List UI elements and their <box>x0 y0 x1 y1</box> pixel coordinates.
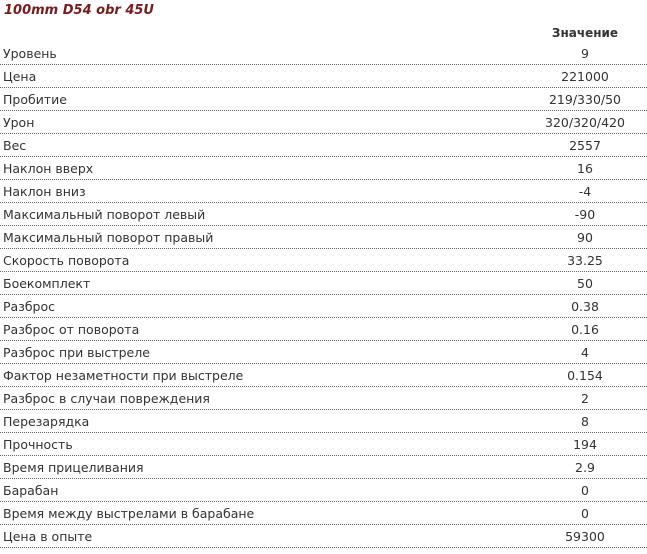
table-row <box>0 433 647 456</box>
table-row <box>0 341 647 364</box>
row-label: Уровень <box>3 46 57 61</box>
row-value: 221000 <box>561 69 609 84</box>
table-row <box>0 249 647 272</box>
row-value: 194 <box>573 437 597 452</box>
row-label: Скорость поворота <box>3 253 130 268</box>
row-label: Наклон вверх <box>3 161 94 176</box>
row-value: 2 <box>581 391 589 406</box>
row-label: Пробитие <box>3 92 67 107</box>
row-label: Вес <box>3 138 27 153</box>
table-row <box>0 502 647 525</box>
row-value: 0 <box>581 483 589 498</box>
row-label: Барабан <box>3 483 59 498</box>
row-label: Боекомплект <box>3 276 91 291</box>
row-value: -90 <box>574 207 596 222</box>
row-label: Фактор незаметности при выстреле <box>3 368 244 383</box>
row-value: 2557 <box>569 138 601 153</box>
table-row <box>0 525 647 548</box>
row-label: Разброс в случаи повреждения <box>3 391 210 406</box>
row-label: Время прицеливания <box>3 460 144 475</box>
row-label: Разброс от поворота <box>3 322 140 337</box>
row-value: -4 <box>578 184 592 199</box>
row-label: Прочность <box>3 437 73 452</box>
table-row <box>0 180 647 203</box>
table-row <box>0 272 647 295</box>
table-row <box>0 456 647 479</box>
table-row <box>0 203 647 226</box>
row-value: 0.154 <box>567 368 603 383</box>
row-value: 0.16 <box>571 322 599 337</box>
row-value: 0 <box>581 506 589 521</box>
row-label: Время между выстрелами в барабане <box>3 506 255 521</box>
row-label: Разброс <box>3 299 56 314</box>
table-row <box>0 410 647 433</box>
value-column-header: Значение <box>551 26 619 40</box>
row-label: Цена в опыте <box>3 529 93 544</box>
table-row <box>0 364 647 387</box>
table-row <box>0 295 647 318</box>
row-label: Наклон вниз <box>3 184 86 199</box>
row-value: 16 <box>577 161 593 176</box>
row-value: 9 <box>581 46 589 61</box>
row-label: Урон <box>3 115 35 130</box>
table-row <box>0 88 647 111</box>
table-row <box>0 42 647 65</box>
table-row <box>0 318 647 341</box>
table-row <box>0 65 647 88</box>
row-label: Максимальный поворот правый <box>3 230 214 245</box>
table-header <box>0 24 647 42</box>
table-row <box>0 479 647 502</box>
gun-title: 100mm D54 obr 45U <box>4 3 154 18</box>
row-label: Цена <box>3 69 37 84</box>
row-value: 4 <box>581 345 589 360</box>
row-value: 90 <box>577 230 593 245</box>
stats-table <box>0 24 647 548</box>
table-row <box>0 226 647 249</box>
table-row <box>0 387 647 410</box>
table-body <box>0 42 647 548</box>
row-value: 219/330/50 <box>548 92 622 107</box>
table-row <box>0 157 647 180</box>
row-value: 33.25 <box>567 253 603 268</box>
row-value: 320/320/420 <box>545 115 625 130</box>
table-row <box>0 111 647 134</box>
row-value: 50 <box>577 276 593 291</box>
row-value: 0.38 <box>571 299 599 314</box>
table-row <box>0 134 647 157</box>
row-value: 59300 <box>565 529 605 544</box>
row-label: Разброс при выстреле <box>3 345 150 360</box>
row-label: Максимальный поворот левый <box>3 207 206 222</box>
row-value: 8 <box>581 414 589 429</box>
row-label: Перезарядка <box>3 414 90 429</box>
row-value: 2.9 <box>575 460 595 475</box>
